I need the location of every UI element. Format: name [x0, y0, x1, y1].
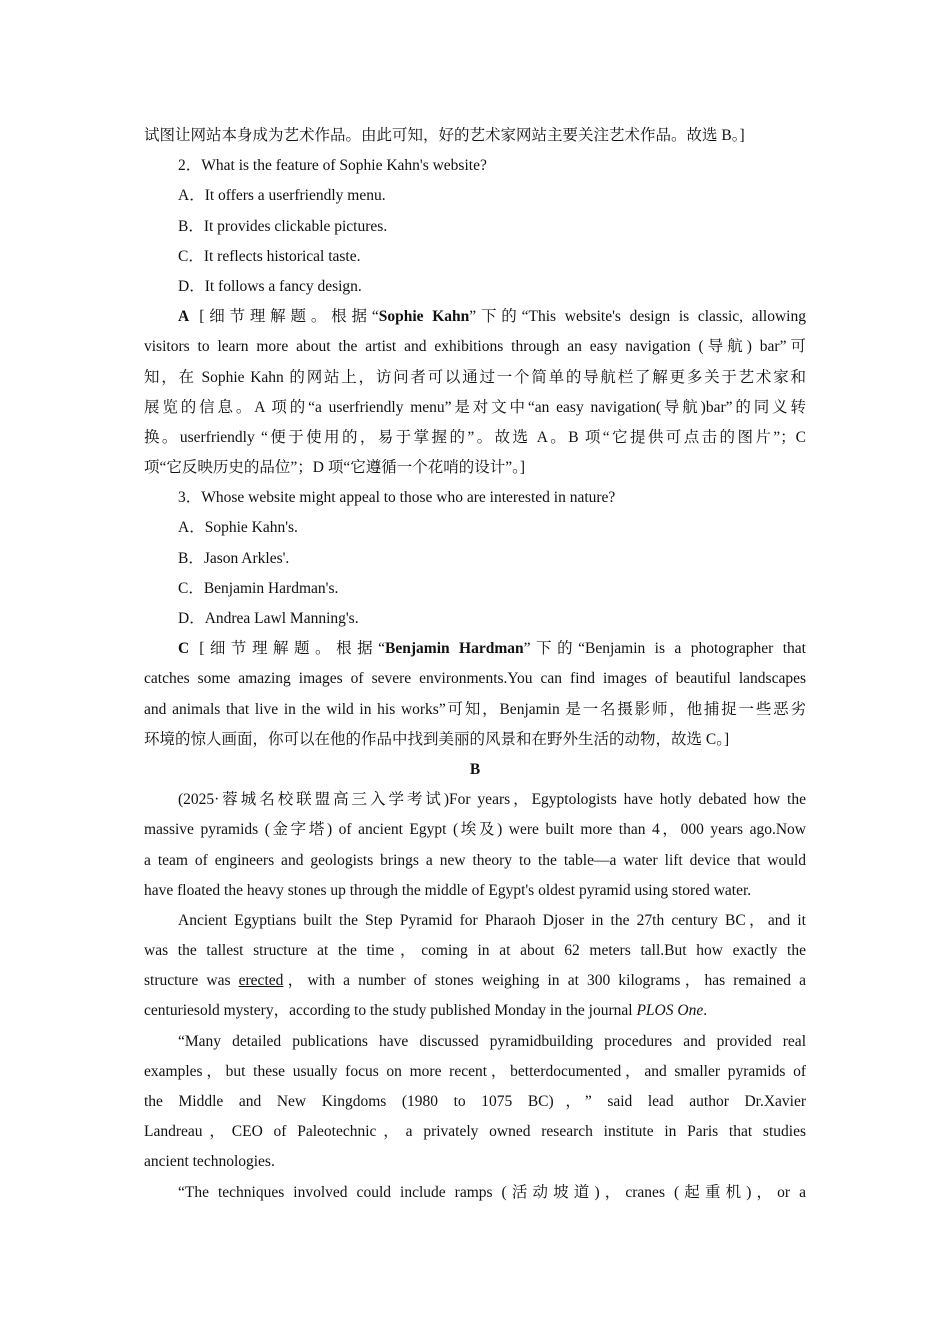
q3-explanation-line: and animals that live in the wild in his works”可知，Benjamin 是一名摄影师，他捕捉一些恶劣	[144, 700, 806, 718]
document-body	[144, 121, 806, 1208]
passage-line: centuriesold mystery，according to the study published Monday in the journal PLOS One.	[144, 1002, 708, 1020]
passage-line: “Many detailed publications have discussed pyramidbuilding procedures and provided real	[178, 1032, 806, 1050]
passage-line: massive pyramids (金字塔) of ancient Egypt (埃及) were built more than 4，000 years ago.Now	[144, 821, 806, 839]
q2-option-a: A．It offers a userfriendly menu.	[178, 187, 386, 205]
q2-answer: A	[178, 308, 190, 326]
journal-title: PLOS One	[636, 1002, 704, 1020]
underlined-word: erected	[238, 972, 284, 990]
q1-explanation-tail: 试图让网站本身成为艺术作品。由此可知，好的艺术家网站主要关注艺术作品。故选 B。]	[144, 127, 745, 144]
q2-explanation-line: 知，在 Sophie Kahn 的网站上，访问者可以通过一个简单的导航栏了解更多关于艺术家和	[144, 368, 806, 386]
q2-explanation-line: 展览的信息。A 项的“a userfriendly menu”是对文中“an easy navigation(导航)bar”的同义转	[144, 398, 806, 416]
q2-option-d: D．It follows a fancy design.	[178, 277, 362, 295]
passage-line: “The techniques involved could include ramps (活动坡道)，cranes (起重机)，or a	[178, 1183, 806, 1201]
q3-explanation-line: C [细节理解题。根据“Benjamin Hardman”下的“Benjamin is a photographer that	[178, 640, 806, 658]
passage-line: a team of engineers and geologists brings a new theory to the table—a water lift device that would	[144, 851, 806, 869]
passage-line: ancient technologies.	[144, 1153, 275, 1171]
passage-line: the Middle and New Kingdoms (1980 to 1075 BC)，” said lead author Dr.Xavier	[144, 1093, 806, 1110]
passage-line: was the tallest structure at the time，coming in at about 62 meters tall.But how exactly the	[144, 942, 806, 960]
q2-option-c: C．It reflects historical taste.	[178, 247, 361, 265]
q2-explanation-line: 换。userfriendly “便于使用的，易于掌握的”。故选 A。B 项“它提供可点击的图片”；C	[144, 428, 806, 446]
question-3: 3．Whose website might appeal to those who are interested in nature?	[178, 489, 616, 507]
q2-explanation-line: 项“它反映历史的品位”；D 项“它遵循一个花哨的设计”。]	[144, 459, 526, 477]
q3-option-b: B．Jason Arkles'.	[178, 549, 290, 567]
q3-option-a: A．Sophie Kahn's.	[178, 519, 298, 537]
q2-explanation-line: visitors to learn more about the artist and exhibitions through an easy navigation (导航) bar”可	[144, 338, 806, 356]
passage-line: examples，but these usually focus on more recent，betterdocumented，and smaller pyramids of	[144, 1062, 806, 1080]
passage-line: Landreau，CEO of Paleotechnic，a privately owned research institute in Paris that studies	[144, 1123, 806, 1141]
passage-line: Ancient Egyptians built the Step Pyramid for Pharaoh Djoser in the 27th century BC，and it	[178, 911, 806, 929]
passage-line: (2025·蓉城名校联盟高三入学考试)For years，Egyptologists have hotly debated how the	[178, 791, 806, 809]
q3-explanation-line: 环境的惊人画面，你可以在他的作品中找到美丽的风景和在野外生活的动物，故选 C。]	[144, 730, 730, 748]
q3-option-d: D．Andrea Lawl Manning's.	[178, 610, 359, 627]
section-heading: B	[469, 760, 481, 778]
q3-answer: C	[178, 640, 190, 658]
q2-option-b: B．It provides clickable pictures.	[178, 217, 388, 235]
question-2: 2．What is the feature of Sophie Kahn's website?	[178, 157, 487, 175]
passage-line: have floated the heavy stones up through the middle of Egypt's oldest pyramid using stored water.	[144, 881, 752, 899]
passage-line: structure was erected，with a number of stones weighing in at 300 kilograms，has remained a	[144, 972, 806, 990]
q2-explanation-line: A [细节理解题。根据“Sophie Kahn”下的“This website's design is classic, allowing	[178, 308, 806, 326]
q3-option-c: C．Benjamin Hardman's.	[178, 579, 339, 597]
q3-explanation-line: catches some amazing images of severe environments.You can find images of beautiful landscapes	[144, 670, 806, 688]
